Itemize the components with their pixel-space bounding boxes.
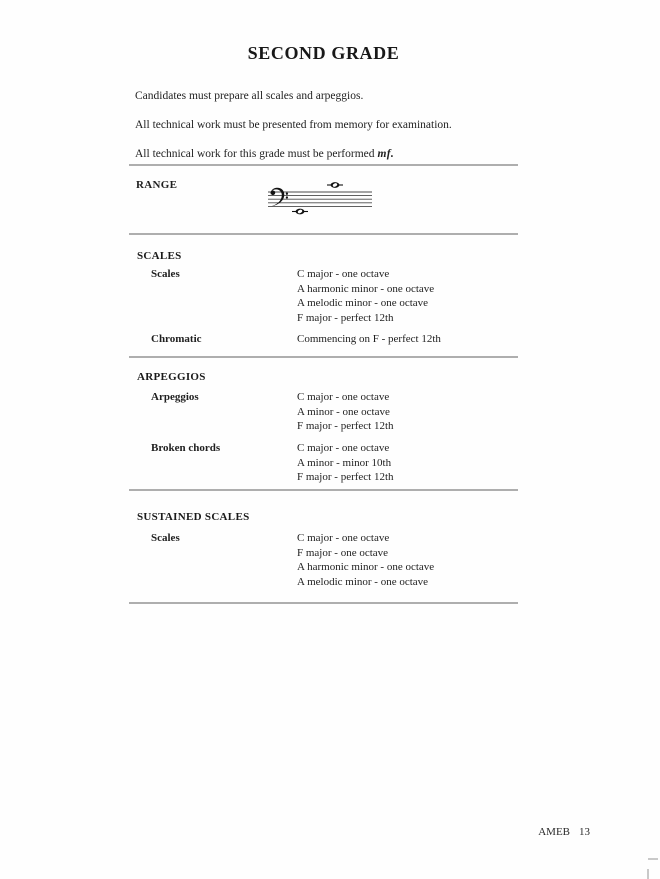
requirement-item: F major - one octave bbox=[297, 546, 389, 559]
requirement-item: F major - perfect 12th bbox=[297, 311, 394, 324]
requirement-item: A melodic minor - one octave bbox=[297, 297, 429, 310]
section-divider bbox=[129, 602, 518, 604]
section-divider bbox=[129, 233, 518, 235]
requirement-item: C major - one octave bbox=[297, 532, 390, 544]
lower-whole-note bbox=[292, 209, 308, 215]
row-label-sustained-scales: Scales bbox=[151, 532, 180, 544]
dynamic-marking-mf: mf. bbox=[377, 147, 395, 160]
requirement-item: C major - one octave bbox=[297, 268, 390, 280]
requirement-items bbox=[297, 531, 434, 589]
section-divider bbox=[129, 356, 518, 358]
section-divider bbox=[129, 164, 518, 166]
section-heading-scales: SCALES bbox=[137, 250, 182, 262]
crop-mark-vertical bbox=[647, 869, 649, 879]
requirement-item: A harmonic minor - one octave bbox=[297, 561, 435, 574]
requirement-item: A minor - one octave bbox=[297, 405, 390, 418]
intro-paragraph-3 bbox=[135, 147, 394, 161]
section-divider bbox=[129, 489, 518, 491]
row-label-broken-chords: Broken chords bbox=[151, 442, 221, 454]
bass-clef-icon bbox=[271, 188, 288, 207]
requirement-item: A harmonic minor - one octave bbox=[297, 282, 435, 295]
intro-paragraph-1: Candidates must prepare all scales and arpeggios. bbox=[135, 89, 364, 102]
requirement-item: A minor - minor 10th bbox=[297, 456, 392, 469]
requirement-items bbox=[297, 390, 394, 434]
requirement-item: A melodic minor - one octave bbox=[297, 575, 429, 588]
page-title: SECOND GRADE bbox=[247, 43, 400, 63]
intro-paragraph-3-text: All technical work for this grade must be performed bbox=[135, 147, 375, 160]
intro-paragraph-2: All technical work must be presented from memory for examination. bbox=[135, 118, 452, 131]
row-label-chromatic: Chromatic bbox=[151, 333, 202, 345]
requirement-items bbox=[297, 441, 394, 485]
page-footer bbox=[430, 826, 590, 838]
requirement-item: F major - perfect 12th bbox=[297, 420, 394, 433]
imprint: AMEB bbox=[538, 826, 570, 838]
row-label-arpeggios: Arpeggios bbox=[151, 391, 199, 403]
crop-mark-horizontal bbox=[648, 858, 658, 860]
range-label: RANGE bbox=[136, 179, 178, 191]
requirement-item: F major - perfect 12th bbox=[297, 471, 394, 484]
section-heading-sustained-scales: SUSTAINED SCALES bbox=[137, 511, 250, 523]
row-label-scales: Scales bbox=[151, 268, 180, 280]
upper-whole-note bbox=[327, 182, 343, 188]
requirement-items bbox=[297, 332, 441, 347]
section-heading-arpeggios: ARPEGGIOS bbox=[137, 371, 206, 383]
requirement-item: C major - one octave bbox=[297, 391, 390, 403]
requirement-item: C major - one octave bbox=[297, 442, 390, 454]
requirement-items bbox=[297, 267, 434, 325]
requirement-item: Commencing on F - perfect 12th bbox=[297, 333, 441, 345]
bass-staff-notation bbox=[266, 178, 376, 218]
page-number: 13 bbox=[579, 826, 590, 838]
